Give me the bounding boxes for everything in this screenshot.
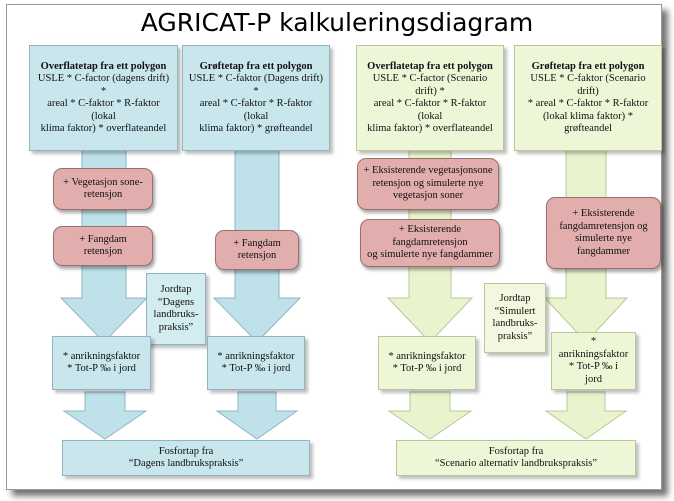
label-line: * Tot-P ‰ i jord <box>221 363 291 374</box>
left-vegetation-zone-retention <box>53 168 153 210</box>
arrow-right-result-1 <box>389 392 471 439</box>
label-line: “Dagens <box>157 296 195 308</box>
right-enrichment-box-1 <box>378 336 476 390</box>
right-ditch-catch-pond-retention <box>546 197 661 269</box>
label-line: praksis” <box>497 330 533 342</box>
label-line: fangdamretensjon og <box>559 220 648 232</box>
left-surface-loss-box <box>29 45 178 151</box>
label-line: retensjon <box>83 246 123 257</box>
label-line: + Eksisterende vegetasjonsone <box>363 165 493 177</box>
label-line: * <box>590 336 597 347</box>
label-line: jord <box>585 373 602 385</box>
left-ditch-heading: Grøftetap fra ett polygon <box>199 60 313 72</box>
left-ditch-loss-box <box>182 45 330 151</box>
right-soil-loss-box <box>484 283 546 353</box>
label-line: + Fangdam <box>79 233 127 245</box>
label-line: Fosfortap fra <box>488 445 544 457</box>
label-line: simulerte nye fangdammer <box>575 233 632 257</box>
left-enrichment-box-1 <box>52 336 151 390</box>
right-ditch-line: (lokal klima faktor) * grøfteandel <box>542 110 634 134</box>
label-line: praksis” <box>158 321 194 333</box>
right-ditch-loss-box <box>514 45 662 151</box>
label-line: “Dagens landbrukspraksis” <box>128 458 244 469</box>
label-line: + Eksisterende <box>572 208 635 219</box>
label-line: Jordtap <box>499 293 531 304</box>
left-surface-line: klima faktor) * overflateandel <box>40 123 167 134</box>
left-surface-line: USLE * C-factor (dagens drift) * <box>37 73 170 97</box>
left-ditch-line: USLE * C-faktor (Dagens drift) * <box>188 73 324 97</box>
right-surface-line: areal * C-faktor * R-faktor (lokal <box>373 98 487 122</box>
left-ditch-line: klima faktor) * grøfteandel <box>199 123 313 134</box>
label-line: “Simulert <box>494 305 536 317</box>
label-line: Jordtap <box>160 284 192 295</box>
label-line: anrikningsfaktor <box>558 348 629 360</box>
label-line: vegetasjon soner <box>392 190 464 202</box>
label-line: “Scenario alternativ landbrukspraksis” <box>434 458 598 469</box>
left-surface-line: areal * C-faktor * R-faktor (lokal <box>47 98 160 122</box>
label-line: retensjon <box>83 189 123 200</box>
right-catch-pond-retention <box>360 219 500 267</box>
right-ditch-heading: Grøftetap fra ett polygon <box>531 60 645 72</box>
right-surface-line: USLE * C-factor (Scenario drift) * <box>372 73 488 97</box>
right-surface-heading: Overflatetap fra ett polygon <box>367 60 493 72</box>
left-surface-heading: Overflatetap fra ett polygon <box>40 60 167 72</box>
right-enrichment-box-2 <box>551 332 636 390</box>
arrow-right-result-2 <box>546 392 626 439</box>
page-title: AGRICAT-P kalkuleringsdiagram <box>140 8 534 37</box>
left-soil-loss-box <box>146 273 206 345</box>
label-line: * Tot-P ‰ i jord <box>392 363 462 374</box>
right-surface-line: klima faktor) * overflateandel <box>367 123 493 134</box>
left-phosphorus-loss-result <box>62 440 310 476</box>
left-ditch-catch-pond-retention <box>215 230 299 270</box>
label-line: retensjon og simulerte nye <box>372 177 484 189</box>
label-line: landbruks- <box>492 318 538 329</box>
label-line: * anrikningsfaktor <box>217 350 295 362</box>
label-line: og simulerte nye fangdammer <box>367 249 493 261</box>
label-line: * Tot-P ‰ i jord <box>67 363 136 374</box>
label-line: * anrikningsfaktor <box>62 350 141 362</box>
left-ditch-line: areal * C-faktor * R-faktor (lokal <box>199 98 313 122</box>
arrow-left-result-1 <box>64 392 146 439</box>
arrow-left-result-2 <box>217 392 297 439</box>
label-line: retensjon <box>237 250 277 261</box>
label-line: * anrikningsfaktor <box>388 350 466 362</box>
right-surface-loss-box <box>356 45 504 151</box>
label-line: + Eksisterende fangdamretensjon <box>392 224 468 248</box>
label-line: * Tot-P ‰ i <box>568 361 619 372</box>
label-line: Fosfortap fra <box>158 445 214 457</box>
left-catch-pond-retention <box>53 226 153 266</box>
label-line: + Fangdam <box>233 237 281 249</box>
right-phosphorus-loss-result <box>396 440 636 476</box>
right-ditch-line: * areal * C-faktor * R-faktor <box>527 98 649 109</box>
label-line: + Vegetasjon sone- <box>63 176 143 188</box>
left-enrichment-box-2 <box>207 336 305 390</box>
right-ditch-line: USLE * C-faktor (Scenario drift) <box>530 73 646 97</box>
label-line: landbruks- <box>153 309 199 320</box>
right-vegetation-zone-retention <box>357 158 499 210</box>
